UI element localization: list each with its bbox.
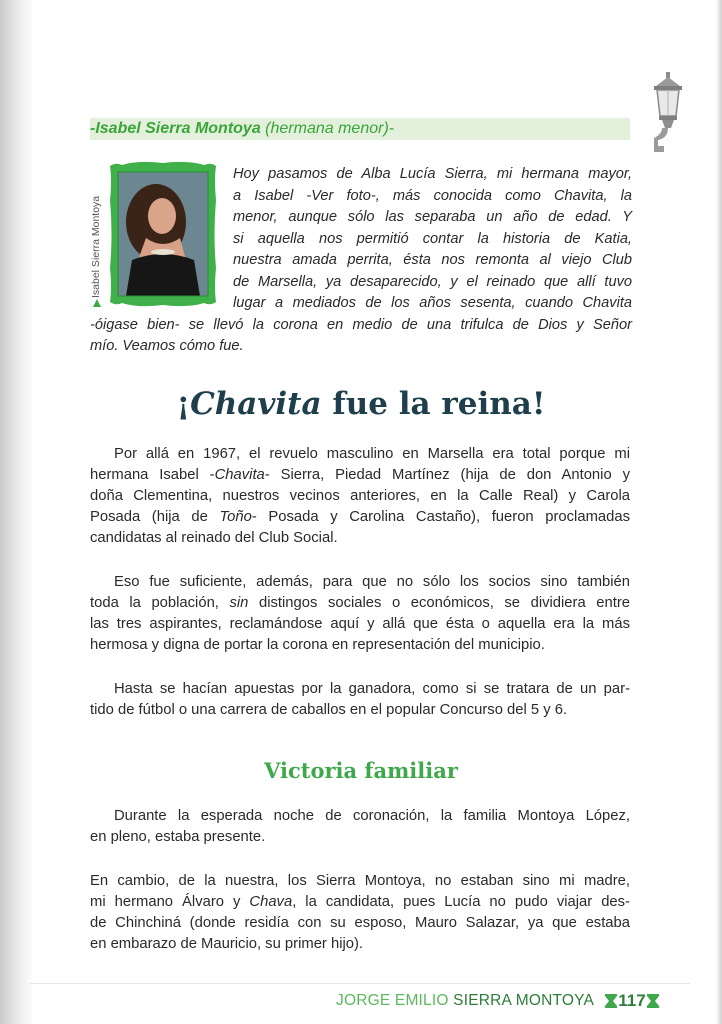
portrait-photo bbox=[108, 160, 218, 308]
intro-line: menor, aunque sólo las separaba un año de edad. Y bbox=[233, 209, 632, 225]
paragraph-line: mi hermano Álvaro y Chava, la candidata, pues Lucía no pudo viajar des- bbox=[90, 894, 630, 910]
paragraph-line: Hasta se hacían apuestas por la ganadora, como si se tratara de un par- bbox=[114, 681, 630, 697]
paragraph-line: de Chinchiná (donde residía con su esposo, Mauro Salazar, ya que estaba bbox=[90, 915, 630, 931]
page-edge-shadow bbox=[716, 0, 722, 1024]
chapter-title bbox=[0, 386, 722, 422]
page-number: 117 bbox=[618, 991, 646, 1010]
paragraph-line: tido de fútbol o una carrera de caballos en el popular Concurso del 5 y 6. bbox=[90, 702, 568, 718]
photo-caption-text: Isabel Sierra Montoya bbox=[90, 195, 102, 298]
paragraph-line: hermosa y digna de portar la corona en representación del municipio. bbox=[90, 637, 545, 653]
paragraph-line: toda la población, sin distingos sociales o económicos, se dividiera entre bbox=[90, 595, 630, 611]
paragraph-line: candidatas al reinado del Club Social. bbox=[90, 530, 338, 546]
title-italic: Chavita bbox=[190, 386, 322, 422]
author-last-name: SIERRA MONTOYA bbox=[453, 992, 595, 1009]
hourglass-ornament-icon bbox=[646, 993, 660, 1009]
wall-lamp-icon bbox=[648, 72, 688, 154]
paragraph-line: en pleno, estaba presente. bbox=[90, 829, 266, 845]
paragraph-line: Por allá en 1967, el revuelo masculino en Marsella era total porque mi bbox=[114, 446, 630, 462]
paragraph-line: Durante la esperada noche de coronación, la familia Montoya López, bbox=[114, 808, 630, 824]
footer-author bbox=[336, 992, 594, 1010]
page-gutter-shadow bbox=[0, 0, 34, 1024]
intro-line: mío. Veamos cómo fue. bbox=[90, 338, 244, 354]
subheading-relation: (hermana menor)- bbox=[260, 120, 395, 137]
subheading-name: -Isabel Sierra Montoya bbox=[90, 120, 261, 137]
paragraph-line: En cambio, de la nuestra, los Sierra Montoya, no estaban sino mi madre, bbox=[90, 873, 630, 889]
photo-caption bbox=[88, 170, 106, 310]
intro-line: Hoy pasamos de Alba Lucía Sierra, mi hermana mayor, bbox=[233, 166, 632, 182]
intro-line: si aquella nos permitió contar la historia de Katia, bbox=[233, 230, 632, 247]
section-title: Victoria familiar bbox=[264, 758, 458, 783]
title-rest: fue la reina! bbox=[321, 386, 546, 422]
intro-line: a Isabel -Ver foto-, más conocida como Chavita, la bbox=[233, 187, 632, 204]
intro-line: de Marsella, ya desaparecido, y el reinado que allí tuvo bbox=[233, 273, 632, 290]
paragraph-line: en embarazo de Mauricio, su primer hijo). bbox=[90, 936, 364, 952]
title-exclamation: ¡ bbox=[176, 386, 191, 422]
caption-triangle-icon bbox=[92, 298, 102, 308]
intro-line: -óigase bien- se llevó la corona en medio de una trifulca de Dios y Señor bbox=[90, 316, 632, 333]
intro-line: nuestra amada perrita, ésta nos remonta al viejo Club bbox=[233, 252, 632, 268]
intro-line: lugar a mediados de los años sesenta, cuando Chavita bbox=[233, 295, 632, 311]
author-first-name: JORGE EMILIO bbox=[336, 992, 454, 1009]
paragraph-line: doña Clementina, nuestros vecinos anteriores, en la Calle Real) y Carola bbox=[90, 488, 630, 504]
footer-rule bbox=[30, 983, 690, 984]
paragraph-line: las tres aspirantes, reclamándose aquí y allá que ésta o aquella era la más bbox=[90, 616, 630, 632]
subheading-highlight bbox=[90, 118, 630, 140]
paragraph-line: Posada (hija de Toño- Posada y Carolina Castaño), fueron proclamadas bbox=[90, 509, 630, 525]
paragraph-line: Eso fue suficiente, además, para que no sólo los socios sino también bbox=[114, 574, 630, 590]
paragraph-line: hermana Isabel -Chavita- Sierra, Piedad Martínez (hija de don Antonio y bbox=[90, 467, 630, 483]
